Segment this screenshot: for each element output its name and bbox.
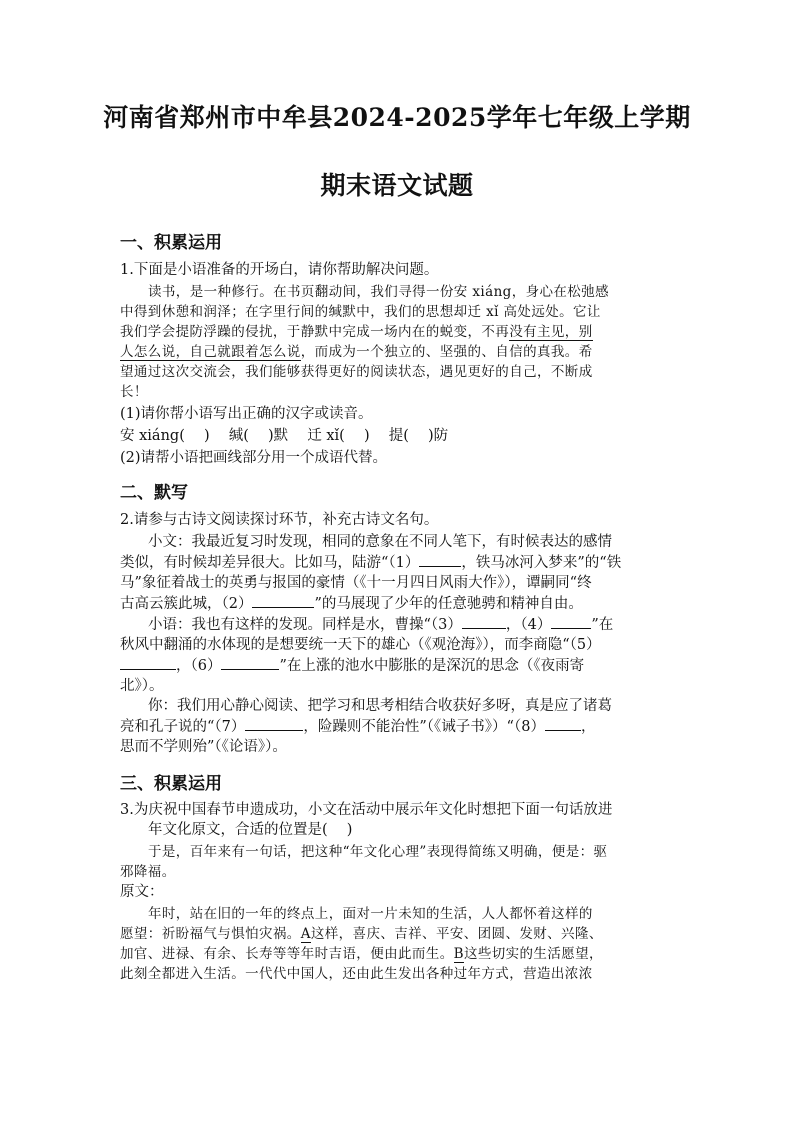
stem-line: 年文化原文，合适的位置是( ) <box>148 822 353 838</box>
answer-blank-2[interactable] <box>252 593 314 608</box>
page-subtitle: 期末语文试题 <box>320 171 474 200</box>
dialogue-line <box>120 614 690 635</box>
dialogue-text: ， <box>580 719 596 735</box>
question-1-passage <box>120 282 690 402</box>
dialogue-text: ”在上涨的池水中膨胀的是深沉的思念（《夜雨寄 <box>279 658 585 674</box>
original-text-label: 原文： <box>120 884 164 900</box>
answer-blank-7[interactable] <box>245 716 303 731</box>
passage-line: 望通过这次交流会，我们能够获得更好的阅读状态，遇见更好的自己，不断成 <box>120 364 593 380</box>
original-line <box>120 924 690 944</box>
passage-line <box>120 342 690 362</box>
quote-line: 于是，百年来有一句话，把这种“年文化心理”表现得简练又明确，便是：驱 <box>148 844 608 860</box>
position-marker-a: A <box>300 926 311 942</box>
passage-text: ，而成为一个独立的、坚强的、自信的真我。希 <box>300 344 593 360</box>
dialogue-line: 小文：我最近复习时发现，相同的意象在不同人笔下，有时候表达的感情 <box>148 534 612 550</box>
question-2-stem: 2.请参与古诗文阅读探讨环节，补充古诗文名句。 <box>120 512 439 528</box>
passage-line: 中得到休憩和润泽；在字里行间的缄默中，我们的思想却迁 xǐ 高处远处。它让 <box>120 304 601 320</box>
dialogue-text: ，（6） <box>176 658 222 674</box>
dialogue-text: ”的马展现了少年的任意驰骋和精神自由。 <box>314 596 583 612</box>
dialogue-line: 思而不学则殆”（《论语》）。 <box>120 739 287 755</box>
dialogue-text: 小语：我也有这样的发现。同样是水，曹操“（3） <box>148 617 462 633</box>
dialogue-text: ，铁马冰河入梦来”的“铁 <box>461 555 622 571</box>
dialogue-line <box>120 716 690 737</box>
passage-line: 读书，是一种修行。在书页翻动间，我们寻得一份安 xiáng，身心在松弛感 <box>148 284 610 300</box>
passage-line <box>120 322 690 342</box>
question-1-sub-2: (2)请帮小语把画线部分用一个成语代替。 <box>120 450 388 466</box>
passage-line: 长！ <box>120 384 148 400</box>
answer-blank-8[interactable] <box>545 716 581 731</box>
underlined-phrase: 没有主见，别 <box>509 324 593 340</box>
original-line <box>120 944 690 964</box>
question-1-sub-1-items: 安 xiáng( ) 缄( )默 迁 xǐ( ) 提( )防 <box>120 428 449 444</box>
original-text: 愿望：祈盼福气与惧怕灾祸。 <box>120 926 301 942</box>
dialogue-line: 你：我们用心静心阅读、把学习和思考相结合收获好多呀，真是应了诸葛 <box>148 698 612 714</box>
question-2-body <box>120 532 690 757</box>
dialogue-text: 古高云簇此城，（2） <box>120 596 253 612</box>
question-1-sub-1: (1)请你帮小语写出正确的汉字或读音。 <box>120 406 373 422</box>
underlined-phrase: 人怎么说，自己就跟着怎么说 <box>120 344 301 360</box>
dialogue-line <box>120 552 690 573</box>
dialogue-text: ”在 <box>591 617 614 633</box>
answer-blank-5[interactable] <box>120 655 176 670</box>
page-title: 河南省郑州市中牟县2024-2025学年七年级上学期 <box>103 103 691 132</box>
question-3-quote <box>120 842 690 882</box>
quote-line: 邪降福。 <box>120 864 176 880</box>
question-3-stem <box>120 800 690 840</box>
dialogue-line: 秋风中翻涌的水体现的是想要统一天下的雄心（《观沧海》），而李商隐“（5） <box>120 637 601 653</box>
answer-blank-3[interactable] <box>462 614 506 629</box>
question-3-original <box>120 904 690 984</box>
original-text: 这样，喜庆、吉祥、平安、团圆、发财、兴隆、 <box>310 926 603 942</box>
position-marker-b: B <box>453 946 464 962</box>
original-text: 这些切实的生活愿望， <box>463 946 603 962</box>
original-line: 此刻全都进入生活。一代代中国人，还由此生发出各种过年方式，营造出浓浓 <box>120 966 593 982</box>
passage-text: 我们学会提防浮躁的侵扰，于静默中完成一场内在的蜕变，不再 <box>120 324 510 340</box>
original-line: 年时，站在旧的一年的终点上，面对一片未知的生活，人人都怀着这样的 <box>148 906 593 922</box>
original-text: 加官、进禄、有余、长寿等等年时吉语，便由此而生。 <box>120 946 454 962</box>
section-heading-1: 一、积累运用 <box>120 233 222 253</box>
dialogue-line: 马”象征着战士的英勇与报国的豪情（《十一月四日风雨大作》），谭嗣同“终 <box>120 575 592 591</box>
dialogue-text: ，险躁则不能治性”（《诫子书》）“（8） <box>303 719 545 735</box>
dialogue-text: 亮和孔子说的“（7） <box>120 719 246 735</box>
answer-blank-6[interactable] <box>221 655 279 670</box>
dialogue-line: 北》）。 <box>120 678 164 694</box>
dialogue-line <box>120 655 690 676</box>
question-1-stem: 1.下面是小语准备的开场白，请你帮助解决问题。 <box>120 262 439 278</box>
section-heading-2: 二、默写 <box>120 483 188 503</box>
stem-line: 3.为庆祝中国春节申遗成功，小文在活动中展示年文化时想把下面一句话放进 <box>120 802 613 818</box>
dialogue-line <box>120 593 690 614</box>
dialogue-text: ，（4） <box>505 617 552 633</box>
answer-blank-4[interactable] <box>551 614 591 629</box>
dialogue-text: 类似，有时候却差异很大。比如马，陆游“（1） <box>120 555 420 571</box>
answer-blank-1[interactable] <box>419 552 461 567</box>
section-heading-3: 三、积累运用 <box>120 774 222 794</box>
